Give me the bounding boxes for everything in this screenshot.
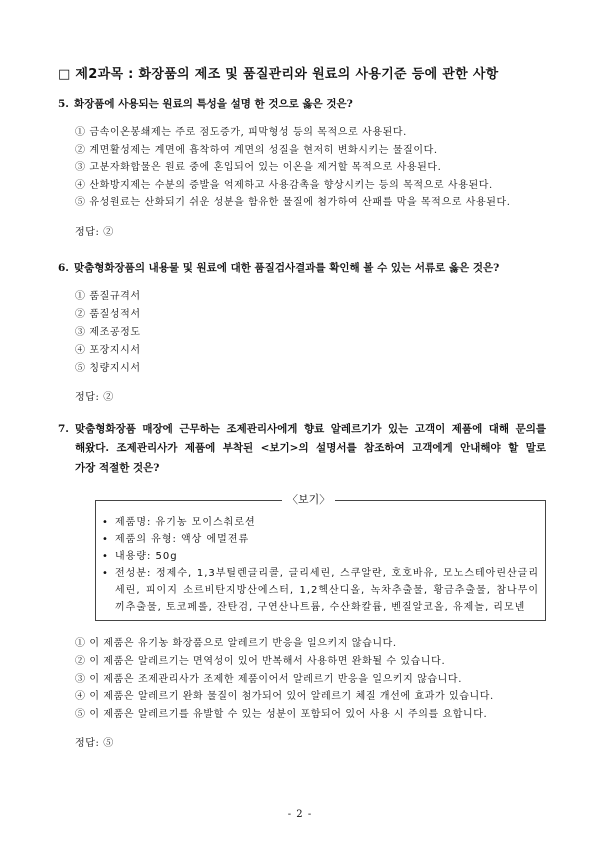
- option-2: ② 이 제품은 알레르기는 면역성이 있어 반복해서 사용하면 완화될 수 있습니다.: [75, 655, 446, 667]
- option-4: ④ 산화방지제는 수분의 증발을 억제하고 사용감촉을 향상시키는 등의 목적으로 사용된다.: [75, 179, 493, 191]
- option-1: ① 금속이온봉쇄제는 주로 점도증가, 피막형성 등의 목적으로 사용된다.: [75, 127, 407, 138]
- option-2: ② 품질성적서: [75, 308, 141, 320]
- question-number: 6.: [58, 261, 69, 274]
- question-number: 7.: [58, 422, 69, 435]
- product-volume-item: • 내용량: 50g: [102, 548, 539, 565]
- question-text: 맞춤형화장품의 내용물 및 원료에 대한 품질검사결과를 확인해 볼 수 있는 서류로 옳은 것은?: [73, 261, 500, 274]
- answer-line: 정답: ⑤: [75, 737, 114, 749]
- option-1: ① 품질규격서: [75, 290, 141, 302]
- option-3: ③ 고분자화합물은 원료 중에 혼입되어 있는 이온을 제거할 목적으로 사용된다.: [75, 162, 442, 174]
- option-4: ④ 이 제품은 알레르기 완화 물질이 첨가되어 있어 알레르기 체질 개선에 효과가 있습니다.: [75, 691, 494, 703]
- exam-page: [58, 66, 546, 753]
- question-line: 해왔다. 조제관리사가 제품에 부착된 <보기>의 설명서를 참조하여 고객에게 안내해야 할 말로: [75, 442, 546, 455]
- option-list: [75, 124, 546, 212]
- question-text: 화장품에 사용되는 원료의 특성을 설명 한 것으로 옳은 것은?: [73, 98, 353, 110]
- answer-line: 정답: ②: [75, 391, 114, 403]
- example-box-title: 〈보기〉: [282, 491, 335, 509]
- answer-line: 정답: ②: [75, 226, 114, 238]
- question-text: [75, 420, 546, 479]
- option-1: ① 이 제품은 유기농 화장품으로 알레르기 반응을 일으키지 않습니다.: [75, 637, 397, 649]
- option-2: ② 계면활성제는 계면에 흡착하여 계면의 성질을 현저히 변화시키는 물질이다.: [75, 144, 438, 156]
- option-5: ⑤ 이 제품은 알레르기를 유발할 수 있는 성분이 포함되어 있어 사용 시 주의를 요합니다.: [75, 709, 488, 721]
- question-number: 5.: [58, 98, 69, 110]
- question-5: [58, 95, 546, 113]
- question-6: [58, 259, 546, 277]
- ingredients-item: • 전성분: 정제수, 1,3부틸렌글리콜, 글리세린, 스쿠알란, 호호바유, 모노스테아린산글리세린, 피이지 소르비탄지방산에스터, 1,2헥산디올, 녹차추출물, 황금추출물, 참나무이끼추출물, 토코페롤, 잔탄검, 구연산나트륨, 수산화칼륨, 벤질알코올, 유제놀, 리모넨: [102, 565, 539, 616]
- option-list: [75, 635, 546, 724]
- example-box-list: [102, 514, 539, 616]
- product-name-item: • 제품명: 유기농 모이스춰로션: [102, 514, 539, 531]
- question-7: [58, 420, 546, 479]
- option-3: ③ 이 제품은 조제관리사가 조제한 제품이어서 알레르기 반응을 일으키지 않습니다.: [75, 673, 462, 685]
- question-line: 맞춤형화장품 매장에 근무하는 조제관리사에게 향료 알레르기가 있는 고객이 제품에 대해 문의를: [75, 422, 546, 435]
- option-3: ③ 제조공정도: [75, 326, 141, 338]
- option-4: ④ 포장지시서: [75, 344, 141, 356]
- product-type-item: • 제품의 유형: 액상 에멀젼류: [102, 531, 539, 548]
- section-title: □ 제2과목 : 화장품의 제조 및 품질관리와 원료의 사용기준 등에 관한 사항: [58, 67, 499, 82]
- option-5: ⑤ 칭량지시서: [75, 362, 141, 374]
- example-box: [95, 492, 546, 621]
- page-number: - 2 -: [287, 809, 313, 820]
- option-5: ⑤ 유성원료는 산화되기 쉬운 성분을 함유한 물질에 첨가하여 산패를 막을 목적으로 사용된다.: [75, 197, 511, 209]
- option-list: [75, 288, 546, 378]
- question-line: 가장 적절한 것은?: [75, 461, 160, 474]
